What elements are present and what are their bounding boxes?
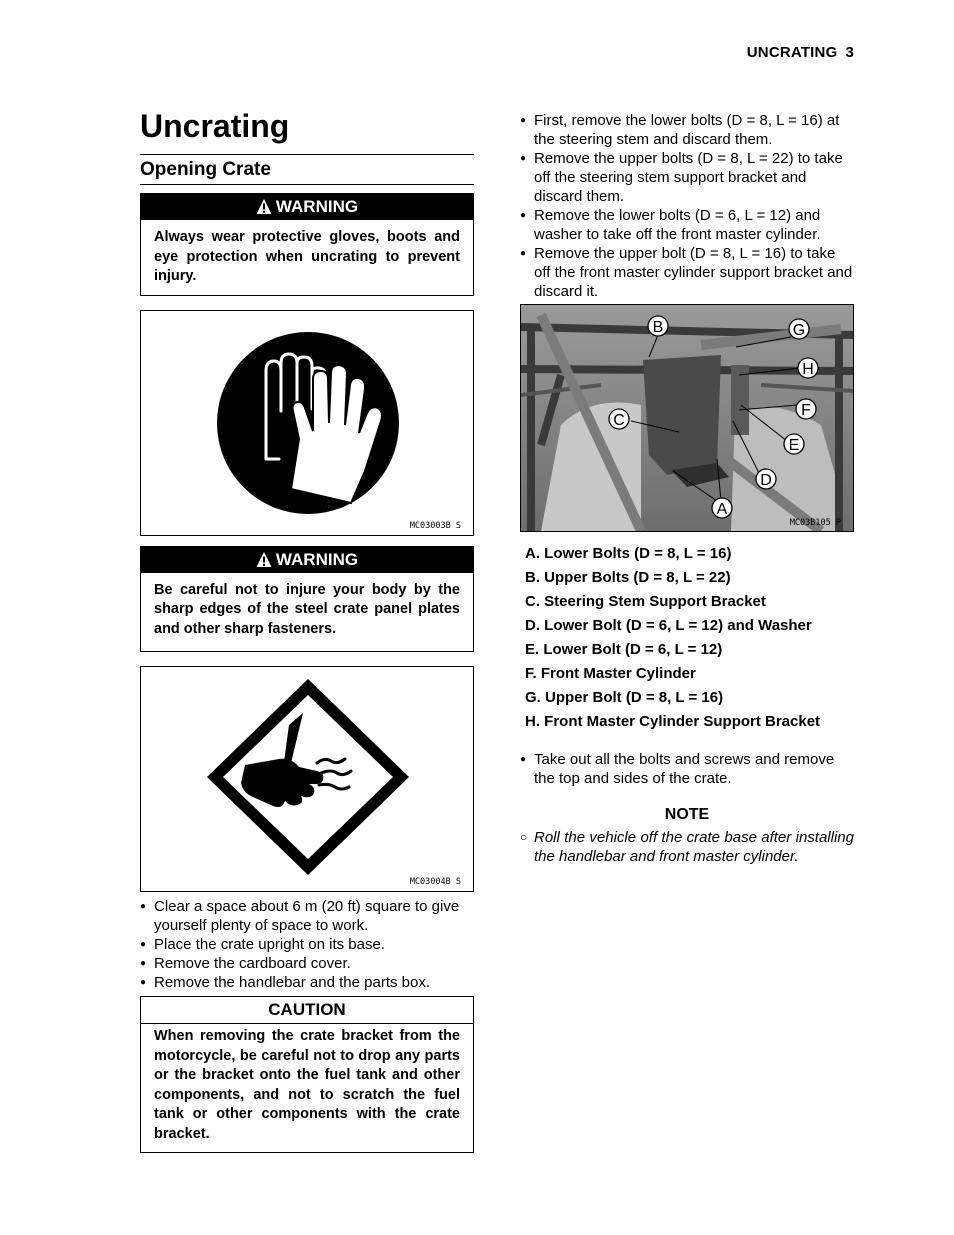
- svg-text:D: D: [760, 472, 772, 489]
- list-item: ● First, remove the lower bolts (D = 8, L = 16) at the steering stem and discard them.: [520, 111, 854, 149]
- legend-item: E. Lower Bolt (D = 6, L = 12): [525, 641, 723, 658]
- warning-label: WARNING: [275, 549, 359, 569]
- svg-text:F: F: [801, 402, 811, 419]
- warning-box-sharp-edges: [140, 546, 474, 653]
- figure-code: MC03003B S: [409, 520, 461, 531]
- legend-item: F. Front Master Cylinder: [525, 665, 696, 682]
- warning-triangle-icon: [256, 198, 272, 215]
- protective-glove-icon: [141, 311, 473, 535]
- cut-hazard-figure: [140, 666, 474, 892]
- list-item: ● Remove the upper bolt (D = 8, L = 16) to take off the front master cylinder support bracket and discard it.: [520, 244, 854, 301]
- callout-E: [784, 434, 804, 454]
- callout-C: [609, 409, 629, 429]
- caution-text: When removing the crate bracket from the motorcycle, be careful not to drop any parts or the bracket onto the fuel tank and other components, and not to scratch the fuel tank or other components with the crate bracket.: [154, 1028, 460, 1142]
- final-step-list: [520, 750, 854, 788]
- legend-item: A. Lower Bolts (D = 8, L = 16): [525, 545, 732, 562]
- note-title: NOTE: [664, 806, 710, 823]
- svg-text:H: H: [802, 361, 814, 378]
- list-item: ● Place the crate upright on its base.: [140, 935, 474, 954]
- legend-item: G. Upper Bolt (D = 8, L = 16): [525, 689, 724, 706]
- caution-header: CAUTION: [141, 997, 473, 1024]
- warning-text: Always wear protective gloves, boots and eye protection when uncrating to prevent injury.: [154, 229, 460, 284]
- warning-header: [141, 194, 473, 220]
- callout-D: [756, 469, 776, 489]
- callout-A: [712, 498, 732, 518]
- warning-box-gloves: [140, 193, 474, 296]
- right-column: [520, 111, 854, 866]
- callout-B: [648, 316, 668, 336]
- legend-item: H. Front Master Cylinder Support Bracket: [525, 713, 821, 730]
- figure-code: MC03B105 P: [789, 518, 841, 528]
- legend-item: D. Lower Bolt (D = 6, L = 12) and Washer: [525, 617, 812, 634]
- hand-cut-hazard-icon: [141, 667, 473, 891]
- photo-legend: [520, 542, 854, 734]
- warning-text: Be careful not to injure your body by the sharp edges of the steel crate panel plates and other sharp fasteners.: [154, 581, 460, 637]
- left-column: [140, 100, 474, 1153]
- list-item: ● Remove the handlebar and the parts box.: [140, 973, 474, 992]
- svg-text:A: A: [716, 501, 728, 518]
- note-text: ○ Roll the vehicle off the crate base after installing the handlebar and front master cylinder.: [520, 828, 854, 866]
- warning-triangle-icon: [256, 551, 272, 568]
- glove-figure: [140, 310, 474, 536]
- list-item: ● Remove the lower bolts (D = 6, L = 12) and washer to take off the front master cylinder.: [520, 206, 854, 244]
- svg-text:C: C: [613, 412, 625, 429]
- crate-photo-image: [521, 305, 853, 531]
- crate-photo: [520, 304, 854, 532]
- caution-box: [140, 996, 474, 1153]
- svg-text:E: E: [788, 437, 800, 454]
- list-item: ● Take out all the bolts and screws and remove the top and sides of the crate.: [520, 750, 854, 788]
- warning-header: [141, 547, 473, 573]
- running-header-section: UNCRATING: [746, 44, 838, 61]
- list-item: ● Remove the cardboard cover.: [140, 954, 474, 973]
- svg-text:B: B: [652, 319, 664, 336]
- callout-G: [789, 319, 809, 339]
- list-item: ● Clear a space about 6 m (20 ft) square to give yourself plenty of space to work.: [140, 897, 474, 935]
- figure-code: MC03004B S: [409, 877, 461, 887]
- left-step-list: [140, 897, 474, 992]
- section-heading: Opening Crate: [140, 157, 474, 185]
- list-item: ● Remove the upper bolts (D = 8, L = 22) to take off the steering stem support bracket and discard them.: [520, 149, 854, 206]
- page-title: Uncrating: [140, 104, 474, 155]
- callout-H: [798, 358, 818, 378]
- svg-text:G: G: [792, 322, 806, 339]
- page-number: 3: [845, 44, 854, 61]
- callout-F: [796, 399, 816, 419]
- right-step-list: [520, 111, 854, 301]
- running-header: [747, 44, 854, 61]
- warning-label: WARNING: [275, 197, 359, 216]
- legend-item: B. Upper Bolts (D = 8, L = 22): [525, 569, 731, 586]
- legend-item: C. Steering Stem Support Bracket: [525, 593, 766, 610]
